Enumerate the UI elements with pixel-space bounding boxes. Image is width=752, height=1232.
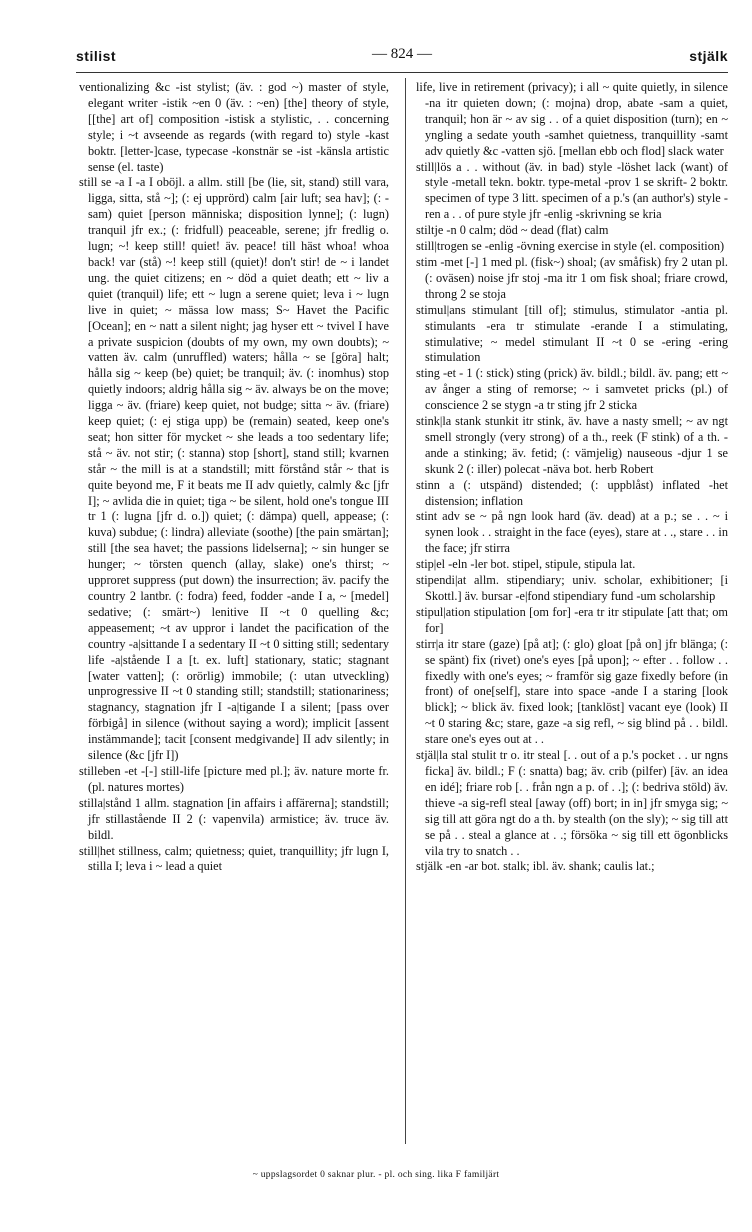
- dictionary-entry: still|het stillness, calm; quietness; quiet, tranquillity; jfr lugn I, stilla I; leva i ~ lead a quiet: [79, 843, 389, 874]
- column-divider: [405, 78, 406, 1144]
- dictionary-entry: stilleben -et -[-] still-life [picture med pl.]; äv. nature morte fr. (pl. natures mortes): [79, 763, 389, 794]
- left-guide-word: stilist: [76, 48, 117, 64]
- dictionary-entry: stint adv se ~ på ngn look hard (äv. dead) at a p.; se . . ~ i synen look . . straight in the face (eyes), stare at . ., stare . . in the face; jfr stirra: [416, 509, 728, 556]
- page-header: [76, 44, 728, 70]
- dictionary-entry: stipendi|at allm. stipendiary; univ. scholar, exhibitioner; [i Skottl.] äv. bursar -e|fond stipendiary fund -um scholarship: [416, 573, 728, 603]
- dictionary-entry: stirr|a itr stare (gaze) [på at]; (: glo) gloat [på on] jfr blänga; (: se spänt) fix (rivet) one's eyes [på upon]; ~ efter . . follow . . fixedly with one's eyes; ~ framför sig gaze fixedly before (in front) of one[self], stare into space -ande I a staring [look blick]; ~ blick äv. fixed look; [tanklöst] vacant eye (look) II ~t 0 staring &c; stare, gaze -a sig refl, ~ sig blind på . . bildl. stare one's eyes out at . .: [416, 636, 728, 747]
- dictionary-entry: stimul|ans stimulant [till of]; stimulus, stimulator -antia pl. stimulants -era tr stimulate -erande I a stimulating, stimulative; ~ medel stimulant II ~t 0 se -ering -ering stimulation: [416, 302, 728, 365]
- dictionary-entry: stim -met [-] 1 med pl. (fisk~) shoal; (av småfisk) fry 2 utan pl. (: oväsen) noise jfr stoj -ma itr 1 om fisk shoal; friare crowd, throng 2 se stoja: [416, 254, 728, 301]
- abbreviation-legend: ~ uppslagsordet 0 saknar plur. - pl. och sing. lika F familjärt: [252, 1170, 500, 1180]
- page-number: — 824 —: [372, 46, 432, 62]
- dictionary-entry: still|lös a . . without (äv. in bad) style -löshet lack (want) of style -metall tekn. boktr. type-metal -prov 1 se skrift- 2 boktr. specimen of type 3 litt. specimen of a p.'s (an author's) style -ren a . . of pure style jfr -enlig -skrivning se kria: [416, 159, 728, 222]
- dictionary-entry: ventionalizing &c -ist stylist; (äv. : god ~) master of style, elegant writer -istik ~en 0 (äv. : ~en) [the] theory of style, [[the] art of] composition -istisk a stylistic, . . concerning style; i ~t avseende as regards (with regard to) style -kast boktr. [letter-]case, typecase -konstnär se -ist -känsla artistic sense (el. taste): [79, 80, 389, 174]
- dictionary-entry: stiltje -n 0 calm; död ~ dead (flat) calm: [416, 223, 609, 238]
- dictionary-entry: still se -a I -a I oböjl. a allm. still [be (lie, sit, stand) still vara, ligga, sitta, stå ~]; (: ej upprörd) calm [air luft; sea hav]; (: -sam) quiet [person människa; disposition lynne]; (: lugn) tranquil jfr ex.; (: fridfull) peaceable, serene; jfr fredlig o. lugn; ~! keep still! quiet! äv. peace! till häst whoa! whoa back! var (stå) ~! keep still (quiet)! don't stir! de ~ i landet ung. the quiet citizens; en ~ död a quiet death; ett ~ liv a quiet (tranquil) life; ett ~ lugn a serene quiet; leva i ~ lugn live in quiet; ~ mässa low mass; S~ Havet the Pacific [Ocean]; en ~ natt a silent night; jag hyser ett ~ tvivel I have a private suspicion (doubts of my own, my own doubts); ~ vatten äv. calm (unruffled) waters; hålla ~ se [göra] halt; hålla sig ~ keep (be) quiet; be tranquil; äv. (: inomhus) stop quietly indoors; aldrig hålla sig ~ äv. always be on the move; ligga ~ äv. (friare) keep quiet, not budge; sitta ~ äv. (friare) keep quiet; (: ej stiga upp) be (remain) seated, keep one's seat; hon sitter för mycket ~ she leads a too sedentary life; stå ~ äv. not stir; (: stanna) stop [short], stand still; kvarnen står ~ the mill is at a standstill; mitt förstånd står ~ that is quite beyond me, F it beats me II adv quietly, calmly &c [jfr I]; ~ avlida die in quiet; tiga ~ be silent, hold one's tongue III tr 1 (: lugna [jfr d. o.]) quiet; (: dämpa) quell, appease; (: kuva) subdue; (: lindra) alleviate (soothe) [the pain smärtan]; still [the sea havet; the passions lidelserna]; ~ sin hunger se hunger; ~ törsten quench (allay, slake) one's thirst; ~ upproret suppress (put down) the insurrection; äv. pacify the country 2 lantbr. (: fodra) feed, fodder -ande I a, ~ [medel] sedative; (: smärt~) lenitive II ~t 0 quelling &c; appeasement; ~t av uppror i landet the pacification of the country -a|sittande I a sedentary II ~t 0 sitting still; sedentary life -a|stående I a [t. ex. luft] stationary, static; stagnant [water vatten]; (: orörlig) immobile; (: utan utveckling) unprogressive II ~t 0 standing still; standstill; stationariness; stagnancy, stagnation jfr I -a|tigande I a silent; [pass over förbigå] in silence (without saying a word); implicit [assent instämmande]; tacit [consent medgivande] II adv silently; in silence (&c [jfr I]): [79, 175, 389, 763]
- dictionary-entry: stinn a (: utspänd) distended; (: uppblåst) inflated -het distension; inflation: [416, 477, 728, 508]
- dictionary-entry: stip|el -eln -ler bot. stipel, stipule, stipula lat.: [416, 557, 636, 572]
- dictionary-entry: stjälk -en -ar bot. stalk; ibl. äv. shank; caulis lat.;: [416, 859, 655, 874]
- dictionary-entry: life, live in retirement (privacy); i all ~ quite quietly, in silence -na itr quieten down; (: mojna) drop, abate -sam a quiet, tranquil; hon är ~ av sig . . of a quiet disposition (turn); en ~ yngling a sedate youth -samhet quietness, tranquillity -samt adv quietly &c -vatten sjö. [mellan ebb och flod] slack water: [416, 80, 728, 158]
- dictionary-entry: stink|la stank stunkit itr stink, äv. have a nasty smell; ~ av ngt smell strongly (very strong) of a th., reek (F stink) of a th. -ande a stinking; äv. fetid; (: vämjelig) nauseous -djur 1 se skunk 2 (: iller) polecat -näva bot. herb Robert: [416, 414, 728, 476]
- dictionary-entry: stilla|stånd 1 allm. stagnation [in affairs i affärerna]; standstill; jfr stillastående II 2 (: vapenvila) armistice; äv. truce äv. bildl.: [79, 795, 389, 842]
- dictionary-entry: still|trogen se -enlig -övning exercise in style (el. composition): [416, 239, 725, 254]
- dictionary-entry: stjäl|la stal stulit tr o. itr steal [. . out of a p.'s pocket . . ur ngns ficka] äv. bildl.; F (: snatta) bag; äv. crib (pilfer) [äv. an idea en idé]; friare rob [. . från ngn a p. of . .]; (: bedriva stöld) äv. thieve -a sig-refl steal [away (off) bort; in in] jfr smyga sig; ~ sig till att göra ngt do a th. by stealth (on the sly); ~ sig till att se på . . steal a glance at . .; försöka ~ sig till ett ögonblicks vila try to snatch . .: [416, 748, 728, 858]
- header-rule: [76, 72, 728, 73]
- right-column: [416, 80, 728, 1140]
- left-column: [79, 80, 389, 1140]
- right-guide-word: stjälk: [689, 48, 728, 64]
- dictionary-entry: sting -et - 1 (: stick) sting (prick) äv. bildl.; bildl. äv. pang; ett ~ av ånger a sting of remorse; ~ i samvetet pricks (pl.) of conscience 2 se stygn -a tr sting jfr 2 sticka: [416, 366, 728, 413]
- dictionary-entry: stipul|ation stipulation [om for] -era tr itr stipulate [att that; om for]: [416, 604, 728, 635]
